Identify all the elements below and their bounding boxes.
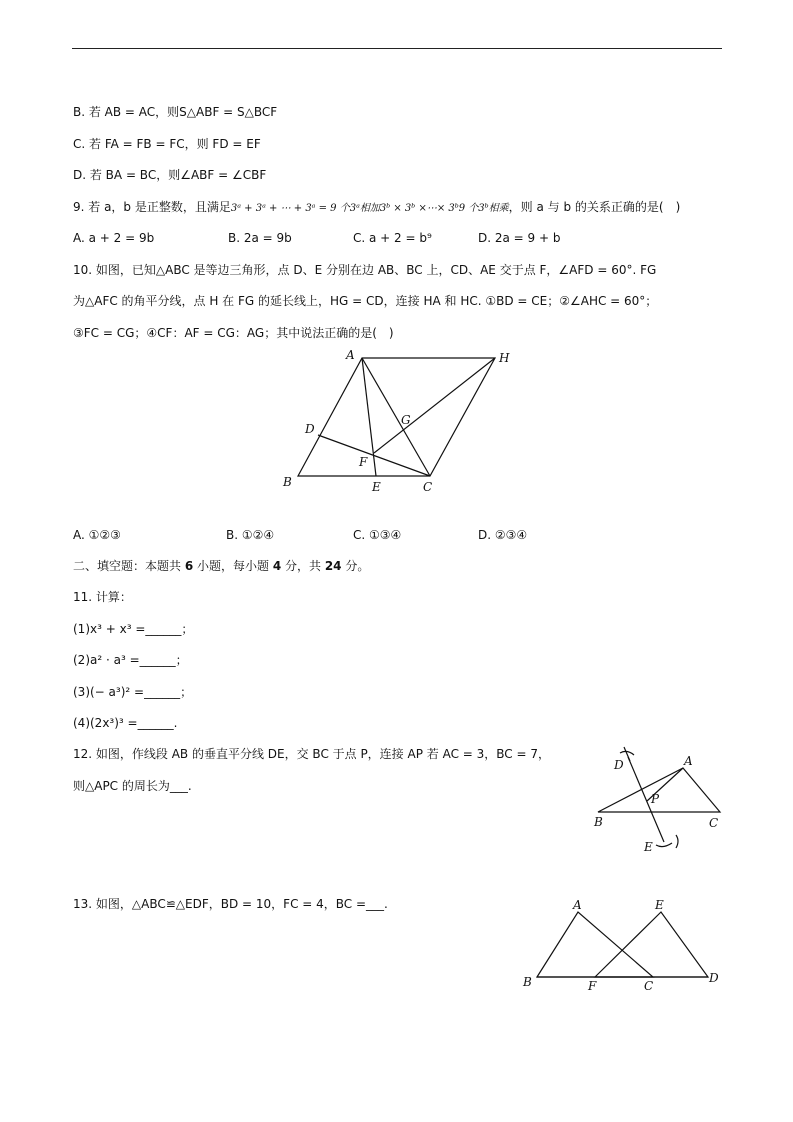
q10-label-f: F bbox=[359, 455, 368, 469]
q10-segment-fh bbox=[374, 358, 495, 453]
q11-item-4: (4)(2x³)³ =______. bbox=[73, 716, 178, 730]
q9-stem-pre: 9. 若 a，b 是正整数，且满足 bbox=[73, 200, 231, 214]
q10-option-d: D. ②③④ bbox=[478, 528, 528, 542]
q10-segment-dc bbox=[318, 435, 430, 476]
q9-stem bbox=[73, 199, 680, 217]
section-2-post: 分。 bbox=[341, 559, 370, 573]
q11-item-2: (2)a² · a³ =______； bbox=[73, 653, 188, 667]
q11-item-1: (1)x³ + x³ =______； bbox=[73, 622, 194, 636]
section-2-heading bbox=[73, 558, 369, 574]
q10-figure bbox=[280, 345, 520, 495]
q13-label-d: D bbox=[709, 971, 719, 985]
q10-label-g: G bbox=[401, 413, 411, 427]
section-2-pre: 二、填空题：本题共 bbox=[73, 559, 185, 573]
q10-label-h: H bbox=[499, 351, 510, 365]
q12-label-c: C bbox=[709, 816, 719, 830]
section-2-mid2: 分，共 bbox=[281, 559, 325, 573]
q12-stem-line2: 则△APC 的周长为___. bbox=[73, 779, 192, 793]
q9-option-b: B. 2a = 9b bbox=[228, 231, 292, 245]
q9-option-c: C. a + 2 = b⁹ bbox=[353, 231, 432, 245]
q9-option-a: A. a + 2 = 9b bbox=[73, 231, 155, 245]
q10-label-d: D bbox=[305, 422, 315, 436]
q10-label-b: B bbox=[283, 475, 292, 489]
q13-label-b: B bbox=[523, 975, 532, 989]
q10-option-a: A. ①②③ bbox=[73, 528, 121, 542]
section-2-points: 4 bbox=[272, 559, 282, 573]
q10-stem-line2: 为△AFC 的角平分线，点 H 在 FG 的延长线上，HG = CD，连接 HA 和 HC. ①BD = CE；②∠AHC = 60°； bbox=[73, 294, 658, 308]
q11-title: 11. 计算： bbox=[73, 590, 132, 604]
q13-label-c: C bbox=[644, 979, 654, 993]
q12-label-b: B bbox=[594, 815, 603, 829]
q12-label-p: P bbox=[651, 792, 660, 806]
section-2-count: 6 bbox=[184, 559, 194, 573]
q12-arc-bottom-2 bbox=[676, 835, 678, 848]
q10-label-c: C bbox=[423, 480, 433, 494]
q13-label-a: A bbox=[573, 898, 582, 912]
q9-stem-post: ，则 a 与 b 的关系正确的是( ) bbox=[508, 200, 681, 214]
q8-option-d: D. 若 BA = BC，则∠ABF = ∠CBF bbox=[73, 168, 267, 182]
q10-label-a: A bbox=[346, 348, 355, 362]
q12-label-d: D bbox=[614, 758, 624, 772]
q13-label-f: F bbox=[588, 979, 597, 993]
q13-triangle-efd bbox=[595, 912, 708, 977]
header-rule bbox=[72, 48, 722, 49]
q9-formula: 3ᵃ + 3ᵃ + ⋯ + 3ᵃ = 9 个3ᵃ相加3ᵇ × 3ᵇ ×⋯× 3ᵇ9 个3ᵇ相乘 bbox=[230, 203, 509, 214]
q11-item-3: (3)(− a³)² =______； bbox=[73, 685, 193, 699]
q10-option-c: C. ①③④ bbox=[353, 528, 402, 542]
q12-figure bbox=[590, 745, 730, 860]
q8-option-c: C. 若 FA = FB = FC，则 FD = EF bbox=[73, 137, 261, 151]
q10-stem-line1: 10. 如图，已知△ABC 是等边三角形，点 D、E 分别在边 AB、BC 上，CD、AE 交于点 F，∠AFD = 60°. FG bbox=[73, 263, 657, 277]
q12-arc-bottom bbox=[656, 843, 672, 847]
q13-label-e: E bbox=[655, 898, 664, 912]
q10-stem-line3: ③FC = CG；④CF：AF = CG：AG；其中说法正确的是( ) bbox=[73, 326, 394, 340]
q9-option-d: D. 2a = 9 + b bbox=[478, 231, 561, 245]
q12-label-a: A bbox=[684, 754, 693, 768]
q8-option-b: B. 若 AB = AC，则S△ABF = S△BCF bbox=[73, 105, 278, 119]
q12-label-e: E bbox=[644, 840, 653, 854]
q12-arc-top-cross bbox=[624, 747, 630, 761]
q10-option-b: B. ①②④ bbox=[226, 528, 275, 542]
q13-figure bbox=[515, 895, 730, 995]
q13-stem: 13. 如图，△ABC≌△EDF，BD = 10，FC = 4，BC =___. bbox=[73, 897, 388, 911]
section-2-mid1: 小题，每小题 bbox=[193, 559, 273, 573]
q13-triangle-abc bbox=[537, 912, 653, 977]
q12-stem-line1: 12. 如图，作线段 AB 的垂直平分线 DE，交 BC 于点 P，连接 AP 若 AC = 3，BC = 7， bbox=[73, 747, 550, 761]
section-2-total: 24 bbox=[324, 559, 342, 573]
q10-label-e: E bbox=[372, 480, 381, 494]
